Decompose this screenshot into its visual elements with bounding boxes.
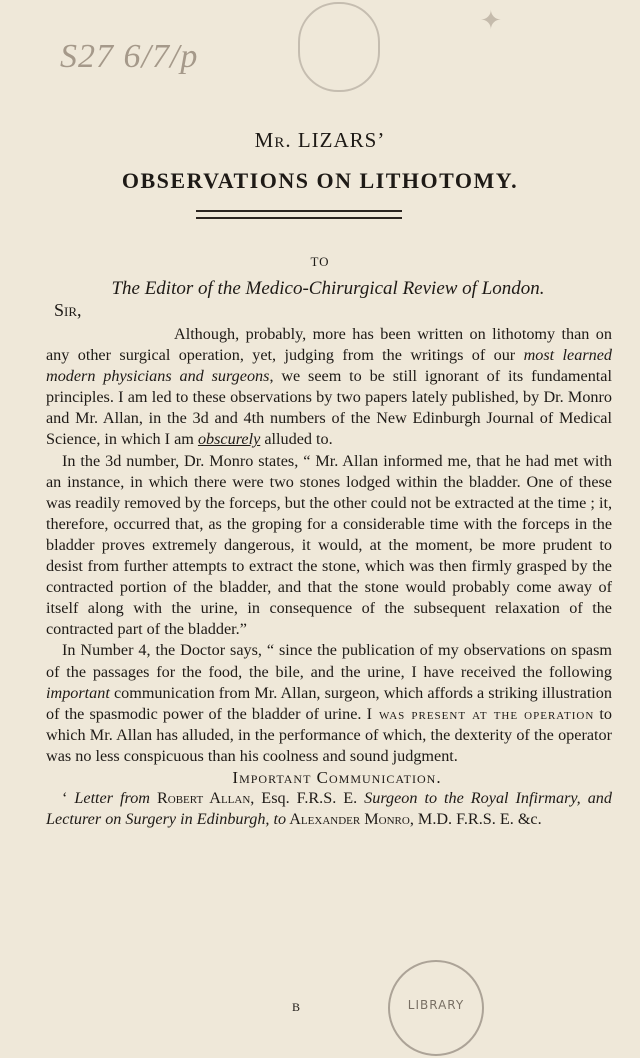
author-heading: Mr. LIZARS’ [254, 128, 386, 152]
signature-mark: B [292, 1000, 301, 1014]
document-title: OBSERVATIONS ON LITHOTOMY. [121, 168, 519, 193]
section-heading: Important Communication. [232, 767, 442, 787]
body-text [46, 324, 612, 830]
dedication-address: The Editor of the Medico-Chirurgical Review of London. [111, 278, 545, 299]
title-rule [196, 210, 402, 219]
dedication-to: TO [310, 254, 330, 269]
library-stamp [388, 960, 484, 1056]
paragraph-2: In the 3d number, Dr. Monro states, “ Mr. Allan informed me, that he had met with an instance, in which there were two stones lodged within the bladder. One of these was readily removed by the forceps, but the other could not be extracted at the time ; it, therefore, occurred that, as the groping for a considerable time with the forceps in the bladder proves extremely dangerous, it would, at the moment, be more prudent to desist from further attempts to extract the stone, which was then firmly grasped by the contracted portion of the bladder, and that the stone would probably come away of itself along with the urine, in consequence of the subsequent relaxation of the contracted part of the bladder.” [46, 451, 612, 639]
library-stamp-label: LIBRARY [407, 998, 465, 1012]
corner-mark: ✦ [480, 6, 502, 35]
letter-heading: ‘ Letter from Robert Allan, Esq. F.R.S. E. Surgeon to the Royal Infirmary, and Lecturer on Surgery in Edinburgh, to Alexander Monro, M.D. F.R.S. E. &c. [46, 789, 612, 829]
faded-stamp-mark [298, 2, 380, 92]
paragraph-3: In Number 4, the Doctor says, “ since the publication of my observations on spasm of the passages for the food, the bile, and the urine, I have received the following important communication from Mr. Allan, surgeon, which affords a striking illustration of the spasmodic power of the bladder of urine. I was present at the operation to which Mr. Allan has alluded, in the performance of which, the dexterity of the operator was no less conspicuous than his coolness and sound judgment. [46, 641, 612, 765]
salutation: Sir, [54, 300, 82, 320]
paragraph-1: Although, probably, more has been written on lithotomy than on any other surgical operation, yet, judging from the writings of our most learned modern physicians and surgeons, we seem to be still ignorant of its fundamental principles. I am led to these observations by two papers lately published, by Dr. Monro and Mr. Allan, in the 3d and 4th numbers of the New Edinburgh Journal of Medical Science, in which I am obscurely alluded to. [46, 325, 612, 449]
handwritten-shelfmark: S27 6/7/p [60, 38, 199, 75]
